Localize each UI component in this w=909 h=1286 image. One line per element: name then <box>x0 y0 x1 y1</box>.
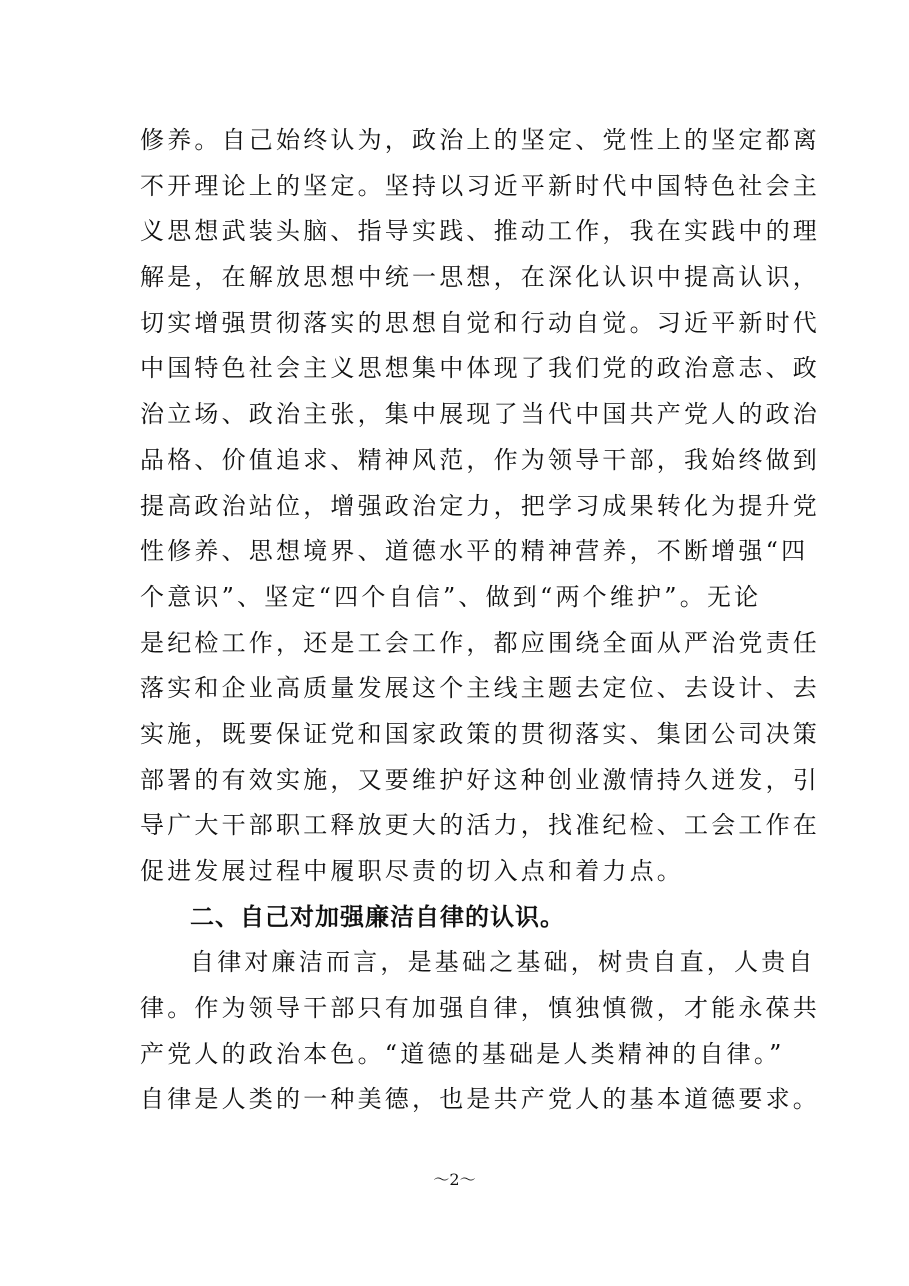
text-line: 修养。自己始终认为，政治上的坚定、党性上的坚定都离 <box>140 126 820 154</box>
text-line: 实施，既要保证党和国家政策的贯彻落实、集团公司决策 <box>140 719 820 748</box>
text-line: 义思想武装头脑、指导实践、推动工作，我在实践中的理 <box>140 217 820 246</box>
text-line: 切实增强贯彻落实的思想自觉和行动自觉。习近平新时代 <box>140 308 820 337</box>
text-line: 提高政治站位，增强政治定力，把学习成果转化为提升党 <box>140 491 820 520</box>
text-line: 品格、价值追求、精神风范，作为领导干部，我始终做到 <box>140 445 820 474</box>
text-line: 解是，在解放思想中统一思想，在深化认识中提高认识， <box>140 263 820 292</box>
paragraph-self-discipline <box>140 940 820 1123</box>
text-line: 导广大干部职工释放更大的活力，找准纪检、工会工作在 <box>140 811 820 840</box>
document-body <box>140 118 820 1123</box>
text-line: 是纪检工作，还是工会工作，都应围绕全面从严治党责任 <box>140 628 820 657</box>
text-line: 自律对廉洁而言，是基础之基础，树贵自直，人贵自 <box>190 948 816 977</box>
text-line: 产党人的政治本色。“道德的基础是人类精神的自律。” <box>140 1039 785 1068</box>
text-line: 部署的有效实施，又要维护好这种创业激情持久迸发，引 <box>140 765 820 794</box>
text-line: 落实和企业高质量发展这个主线主题去定位、去设计、去 <box>140 674 820 703</box>
text-line: 个意识”、坚定“四个自信”、做到“两个维护”。无论 <box>140 582 762 611</box>
page-number: ～2～ <box>433 1170 476 1189</box>
text-line: 性修养、思想境界、道德水平的精神营养，不断增强“四 <box>140 537 809 566</box>
paragraph-theory-study <box>140 118 820 895</box>
text-line: 自律是人类的一种美德，也是共产党人的基本道德要求。 <box>140 1085 820 1114</box>
text-line: 不开理论上的坚定。坚持以习近平新时代中国特色社会主 <box>140 171 820 200</box>
text-line: 律。作为领导干部只有加强自律，慎独慎微，才能永葆共 <box>140 994 820 1023</box>
section-heading: 二、自己对加强廉洁自律的认识。 <box>190 902 565 931</box>
text-line: 治立场、政治主张，集中展现了当代中国共产党人的政治 <box>140 400 820 429</box>
text-line: 促进发展过程中履职尽责的切入点和着力点。 <box>140 857 684 885</box>
text-line: 中国特色社会主义思想集中体现了我们党的政治意志、政 <box>140 354 820 383</box>
